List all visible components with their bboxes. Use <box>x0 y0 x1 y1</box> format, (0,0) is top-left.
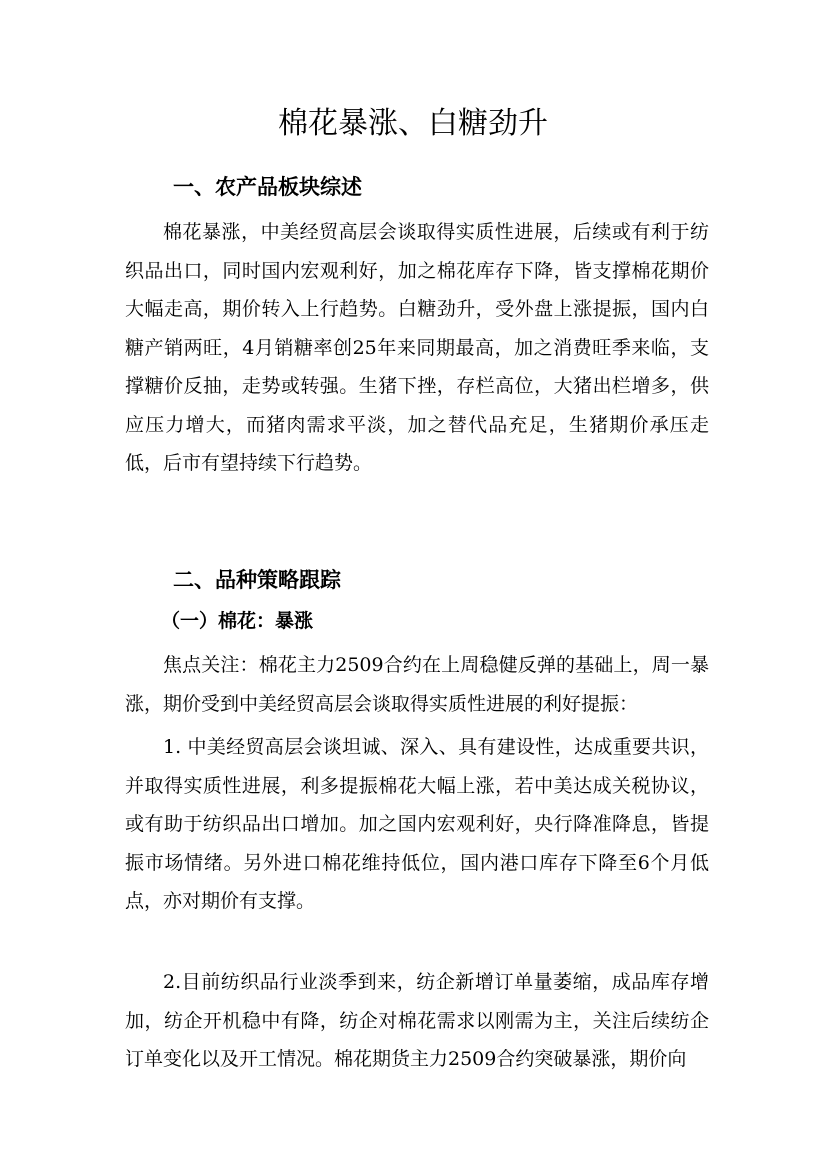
cotton-focus-paragraph: 焦点关注：棉花主力2509合约在上周稳健反弹的基础上，周一暴涨，期价受到中美经贸高层会谈取得实质性进展的利好提振： <box>125 654 709 715</box>
section-heading-overview: 一、农产品板块综述 <box>173 175 362 199</box>
cotton-point-2-paragraph: 2.目前纺织品行业淡季到来，纺企新增订单量萎缩，成品库存增加，纺企开机稳中有降，纺企对棉花需求以刚需为主，关注后续纺企订单变化以及开工情况。棉花期货主力2509合约突破暴涨，期价向 <box>125 971 709 1070</box>
overview-paragraph: 棉花暴涨，中美经贸高层会谈取得实质性进展，后续或有利于纺织品出口，同时国内宏观利好，加之棉花库存下降，皆支撑棉花期价大幅走高，期价转入上行趋势。白糖劲升，受外盘上涨提振，国内白糖产销两旺，4月销糖率创25年来同期最高，加之消费旺季来临，支撑糖价反抽，走势或转强。生猪下挫，存栏高位，大猪出栏增多，供应压力增大，而猪肉需求平淡，加之替代品充足，生猪期价承压走低，后市有望持续下行趋势。 <box>125 221 709 474</box>
cotton-point-1-paragraph: 1. 中美经贸高层会谈坦诚、深入、具有建设性，达成重要共识，并取得实质性进展，利多提振棉花大幅上涨，若中美达成关税协议，或有助于纺织品出口增加。加之国内宏观利好，央行降准降息，皆提振市场情绪。另外进口棉花维持低位，国内港口库存下降至6个月低点，亦对期价有支撑。 <box>125 736 709 912</box>
section-heading-strategy: 二、品种策略跟踪 <box>173 568 341 592</box>
document-title: 棉花暴涨、白糖劲升 <box>278 106 548 141</box>
subsection-heading-cotton: （一）棉花：暴涨 <box>161 610 314 632</box>
